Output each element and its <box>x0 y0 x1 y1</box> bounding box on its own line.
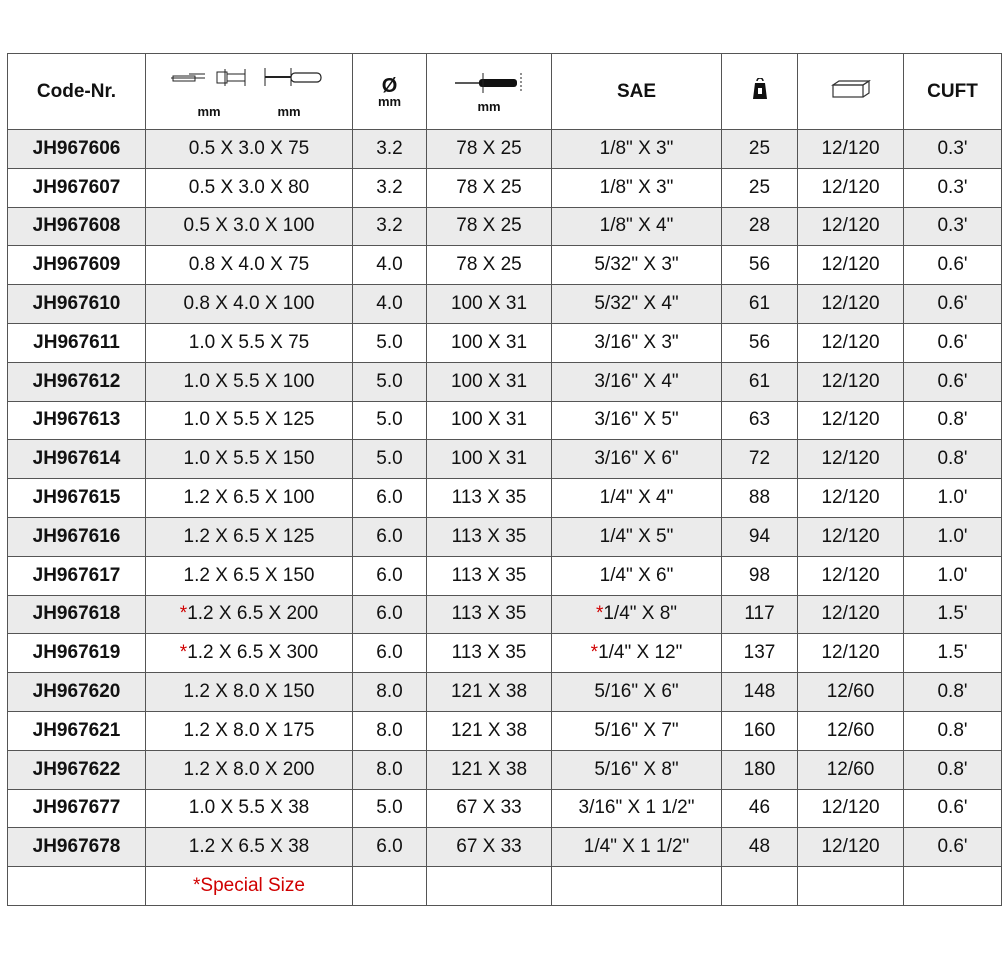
tip-dimensions-cell <box>146 207 353 246</box>
sae-cell <box>552 168 722 207</box>
packing-cell: 12/120 <box>798 246 904 285</box>
header-cuft: CUFT <box>904 54 1002 130</box>
diameter-cell: 6.0 <box>353 634 427 673</box>
handle-cell: 100 X 31 <box>427 401 552 440</box>
tip-dimensions-cell-value: 1.0 X 5.5 X 125 <box>183 409 315 431</box>
tip-dimensions-cell <box>146 750 353 789</box>
packing-cell: 12/60 <box>798 711 904 750</box>
packing-cell: 12/120 <box>798 168 904 207</box>
handle-cell: 78 X 25 <box>427 207 552 246</box>
tip-dimensions-cell-value: 1.2 X 6.5 X 200 <box>187 603 319 625</box>
tip-dimensions-cell <box>146 401 353 440</box>
handle-cell: 121 X 38 <box>427 750 552 789</box>
weight-cell: 160 <box>722 711 798 750</box>
carton-box-icon <box>831 79 871 99</box>
code-cell: JH967620 <box>8 673 146 712</box>
handle-cell: 78 X 25 <box>427 246 552 285</box>
weight-cell: 25 <box>722 130 798 169</box>
weight-cell: 117 <box>722 595 798 634</box>
cuft-cell: 1.0' <box>904 517 1002 556</box>
sae-cell-value: 3/16" X 3" <box>594 331 679 353</box>
tip-dimensions-cell-value: 1.2 X 8.0 X 175 <box>183 719 315 741</box>
cuft-cell: 0.8' <box>904 401 1002 440</box>
tip-dimensions-cell <box>146 517 353 556</box>
table-row <box>8 789 1002 828</box>
weight-cell: 61 <box>722 362 798 401</box>
diameter-cell: 5.0 <box>353 789 427 828</box>
diameter-cell: 3.2 <box>353 207 427 246</box>
handle-cell: 67 X 33 <box>427 789 552 828</box>
table-row <box>8 401 1002 440</box>
table-row <box>8 673 1002 712</box>
tip-dimensions-cell-value: 1.2 X 6.5 X 125 <box>183 525 315 547</box>
handle-cell: 113 X 35 <box>427 479 552 518</box>
tip-dimensions-cell-value: 1.2 X 6.5 X 100 <box>183 487 315 509</box>
tip-dimensions-cell <box>146 285 353 324</box>
weight-cell: 180 <box>722 750 798 789</box>
sae-cell <box>552 789 722 828</box>
sae-cell-value: 1/4" X 5" <box>599 525 674 547</box>
table-row <box>8 130 1002 169</box>
tip-dimensions-cell-value: 1.2 X 6.5 X 38 <box>188 836 310 858</box>
code-cell: JH967610 <box>8 285 146 324</box>
packing-cell: 12/120 <box>798 285 904 324</box>
handle-cell: 121 X 38 <box>427 711 552 750</box>
special-size-marker: * <box>595 603 604 625</box>
sae-cell <box>552 673 722 712</box>
weight-cell: 56 <box>722 246 798 285</box>
weight-cell: 98 <box>722 556 798 595</box>
weight-cell: 46 <box>722 789 798 828</box>
tip-dimensions-cell <box>146 130 353 169</box>
handle-cell: 67 X 33 <box>427 828 552 867</box>
tip-dimensions-cell-value: 1.2 X 6.5 X 300 <box>187 642 319 664</box>
diameter-cell: 8.0 <box>353 673 427 712</box>
packing-cell: 12/120 <box>798 401 904 440</box>
tip-dimensions-cell <box>146 828 353 867</box>
sae-cell-value: 1/4" X 6" <box>599 564 674 586</box>
diameter-cell: 6.0 <box>353 517 427 556</box>
header-packing <box>798 54 904 130</box>
handle-cell: 100 X 31 <box>427 362 552 401</box>
cuft-cell: 0.8' <box>904 711 1002 750</box>
tip-dimensions-cell-value: 1.2 X 8.0 X 200 <box>183 758 315 780</box>
handle-unit: mm <box>477 98 501 114</box>
cuft-cell: 0.8' <box>904 750 1002 789</box>
code-cell: JH967618 <box>8 595 146 634</box>
code-cell: JH967616 <box>8 517 146 556</box>
weight-cell: 61 <box>722 285 798 324</box>
tip-dimensions-cell <box>146 362 353 401</box>
handle-cell: 78 X 25 <box>427 168 552 207</box>
sae-cell <box>552 362 722 401</box>
sae-cell <box>552 595 722 634</box>
tip-dimensions-cell-value: 1.0 X 5.5 X 38 <box>188 797 310 819</box>
diameter-cell: 5.0 <box>353 401 427 440</box>
diameter-cell: 5.0 <box>353 323 427 362</box>
tip-dimensions-cell <box>146 711 353 750</box>
tip-dimensions-cell-value: 1.2 X 6.5 X 150 <box>183 564 315 586</box>
diameter-cell: 3.2 <box>353 168 427 207</box>
cuft-cell: 0.3' <box>904 207 1002 246</box>
table-row <box>8 207 1002 246</box>
table-row <box>8 285 1002 324</box>
table-row <box>8 362 1002 401</box>
header-tip-dimensions <box>146 54 353 130</box>
sae-cell <box>552 440 722 479</box>
packing-cell: 12/120 <box>798 828 904 867</box>
code-cell: JH967609 <box>8 246 146 285</box>
sae-cell <box>552 750 722 789</box>
special-size-marker: * <box>179 642 188 664</box>
packing-cell: 12/120 <box>798 789 904 828</box>
code-cell: JH967608 <box>8 207 146 246</box>
cuft-cell: 0.6' <box>904 285 1002 324</box>
code-cell: JH967613 <box>8 401 146 440</box>
tip-dimensions-cell-value: 1.0 X 5.5 X 150 <box>183 448 315 470</box>
cuft-cell: 0.6' <box>904 362 1002 401</box>
sae-cell <box>552 634 722 673</box>
table-row <box>8 634 1002 673</box>
packing-cell: 12/60 <box>798 750 904 789</box>
handle-cell: 121 X 38 <box>427 673 552 712</box>
weight-cell: 88 <box>722 479 798 518</box>
header-diameter <box>353 54 427 130</box>
diameter-cell: 5.0 <box>353 362 427 401</box>
diameter-cell: 5.0 <box>353 440 427 479</box>
table-row <box>8 828 1002 867</box>
tip-unit-right: mm <box>277 103 301 119</box>
packing-cell: 12/120 <box>798 440 904 479</box>
tip-dimensions-cell-value: 0.8 X 4.0 X 75 <box>188 254 310 276</box>
tip-dimensions-cell <box>146 479 353 518</box>
table-row <box>8 556 1002 595</box>
product-spec-table <box>7 53 1002 906</box>
screwdriver-tip-dimensions-icon <box>169 66 329 100</box>
cuft-cell: 0.3' <box>904 130 1002 169</box>
sae-cell <box>552 479 722 518</box>
header-weight <box>722 54 798 130</box>
packing-cell: 12/120 <box>798 634 904 673</box>
weight-cell: 94 <box>722 517 798 556</box>
tip-dimensions-cell-value: 0.5 X 3.0 X 80 <box>188 176 310 198</box>
screwdriver-handle-icon <box>453 71 525 95</box>
sae-cell <box>552 246 722 285</box>
table-row <box>8 479 1002 518</box>
code-cell: JH967606 <box>8 130 146 169</box>
code-cell: JH967621 <box>8 711 146 750</box>
tip-dimensions-cell-value: 1.2 X 8.0 X 150 <box>183 681 315 703</box>
packing-cell: 12/120 <box>798 517 904 556</box>
tip-dimensions-cell <box>146 556 353 595</box>
tip-dimensions-cell <box>146 168 353 207</box>
tip-dimensions-cell-value: 0.8 X 4.0 X 100 <box>183 293 315 315</box>
diameter-cell: 6.0 <box>353 595 427 634</box>
sae-cell-value: 3/16" X 5" <box>594 409 679 431</box>
special-size-note: *Special Size <box>146 867 353 906</box>
packing-cell: 12/120 <box>798 130 904 169</box>
sae-cell-value: 5/32" X 4" <box>594 293 679 315</box>
cuft-cell: 0.6' <box>904 828 1002 867</box>
weight-icon <box>752 78 768 100</box>
tip-dimensions-cell-value: 1.0 X 5.5 X 75 <box>188 331 310 353</box>
tip-dimensions-cell <box>146 323 353 362</box>
weight-cell: 25 <box>722 168 798 207</box>
special-size-marker: * <box>179 603 188 625</box>
packing-cell: 12/120 <box>798 479 904 518</box>
sae-cell-value: 1/8" X 4" <box>599 215 674 237</box>
handle-cell: 100 X 31 <box>427 323 552 362</box>
packing-cell: 12/120 <box>798 362 904 401</box>
handle-cell: 78 X 25 <box>427 130 552 169</box>
code-cell: JH967612 <box>8 362 146 401</box>
table-row <box>8 595 1002 634</box>
diameter-cell: 3.2 <box>353 130 427 169</box>
sae-cell <box>552 828 722 867</box>
sae-cell <box>552 517 722 556</box>
packing-cell: 12/60 <box>798 673 904 712</box>
diameter-cell: 6.0 <box>353 556 427 595</box>
sae-cell <box>552 130 722 169</box>
tip-dimensions-cell <box>146 673 353 712</box>
tip-unit-left: mm <box>197 103 221 119</box>
weight-cell: 72 <box>722 440 798 479</box>
code-cell: JH967622 <box>8 750 146 789</box>
sae-cell-value: 1/4" X 8" <box>603 603 678 625</box>
footnote-row <box>8 867 1002 906</box>
weight-cell: 56 <box>722 323 798 362</box>
code-cell: JH967615 <box>8 479 146 518</box>
weight-cell: 148 <box>722 673 798 712</box>
code-cell: JH967611 <box>8 323 146 362</box>
code-cell: JH967677 <box>8 789 146 828</box>
code-cell: JH967607 <box>8 168 146 207</box>
packing-cell: 12/120 <box>798 556 904 595</box>
cuft-cell: 0.8' <box>904 440 1002 479</box>
code-cell: JH967619 <box>8 634 146 673</box>
weight-cell: 48 <box>722 828 798 867</box>
sae-cell-value: 1/4" X 4" <box>599 487 674 509</box>
weight-cell: 137 <box>722 634 798 673</box>
cuft-cell: 1.5' <box>904 595 1002 634</box>
sae-cell <box>552 711 722 750</box>
sae-cell-value: 3/16" X 1 1/2" <box>578 797 695 819</box>
special-size-marker: * <box>590 642 599 664</box>
sae-cell <box>552 556 722 595</box>
sae-cell-value: 3/16" X 4" <box>594 370 679 392</box>
sae-cell <box>552 207 722 246</box>
table-row <box>8 168 1002 207</box>
diameter-unit: mm <box>377 93 402 109</box>
cuft-cell: 1.5' <box>904 634 1002 673</box>
diameter-cell: 6.0 <box>353 828 427 867</box>
code-cell: JH967678 <box>8 828 146 867</box>
table-row <box>8 440 1002 479</box>
cuft-cell: 1.0' <box>904 479 1002 518</box>
sae-cell-value: 1/4" X 12" <box>598 642 683 664</box>
handle-cell: 113 X 35 <box>427 517 552 556</box>
tip-dimensions-cell <box>146 789 353 828</box>
sae-cell-value: 5/16" X 8" <box>594 758 679 780</box>
packing-cell: 12/120 <box>798 323 904 362</box>
diameter-cell: 8.0 <box>353 711 427 750</box>
table-row <box>8 517 1002 556</box>
diameter-cell: 6.0 <box>353 479 427 518</box>
handle-cell: 113 X 35 <box>427 595 552 634</box>
table-body <box>8 130 1002 867</box>
cuft-cell: 0.6' <box>904 323 1002 362</box>
cuft-cell: 0.6' <box>904 789 1002 828</box>
sae-cell-value: 1/8" X 3" <box>599 137 674 159</box>
tip-dimensions-cell <box>146 246 353 285</box>
header-sae: SAE <box>552 54 722 130</box>
tip-dimensions-cell-value: 1.0 X 5.5 X 100 <box>183 370 315 392</box>
weight-cell: 28 <box>722 207 798 246</box>
sae-cell-value: 5/16" X 7" <box>594 719 679 741</box>
cuft-cell: 0.3' <box>904 168 1002 207</box>
diameter-symbol: Ø <box>381 74 398 97</box>
header-handle <box>427 54 552 130</box>
handle-cell: 100 X 31 <box>427 285 552 324</box>
sae-cell-value: 1/8" X 3" <box>599 176 674 198</box>
tip-dimensions-cell-value: 0.5 X 3.0 X 100 <box>183 215 315 237</box>
cuft-cell: 0.8' <box>904 673 1002 712</box>
tip-dimensions-cell-value: 0.5 X 3.0 X 75 <box>188 137 310 159</box>
sae-cell-value: 1/4" X 1 1/2" <box>583 836 690 858</box>
sae-cell-value: 5/32" X 3" <box>594 254 679 276</box>
code-cell: JH967614 <box>8 440 146 479</box>
header-code: Code-Nr. <box>8 54 146 130</box>
handle-cell: 113 X 35 <box>427 634 552 673</box>
tip-dimensions-cell <box>146 634 353 673</box>
cuft-cell: 0.6' <box>904 246 1002 285</box>
code-cell: JH967617 <box>8 556 146 595</box>
table-row <box>8 246 1002 285</box>
packing-cell: 12/120 <box>798 595 904 634</box>
table-row <box>8 323 1002 362</box>
header-row <box>8 54 1002 130</box>
handle-cell: 113 X 35 <box>427 556 552 595</box>
diameter-cell: 8.0 <box>353 750 427 789</box>
sae-cell-value: 3/16" X 6" <box>594 448 679 470</box>
handle-cell: 100 X 31 <box>427 440 552 479</box>
table-row <box>8 750 1002 789</box>
weight-cell: 63 <box>722 401 798 440</box>
sae-cell <box>552 323 722 362</box>
diameter-cell: 4.0 <box>353 246 427 285</box>
table-row <box>8 711 1002 750</box>
cuft-cell: 1.0' <box>904 556 1002 595</box>
sae-cell <box>552 401 722 440</box>
packing-cell: 12/120 <box>798 207 904 246</box>
tip-dimensions-cell <box>146 595 353 634</box>
sae-cell-value: 5/16" X 6" <box>594 681 679 703</box>
tip-dimensions-cell <box>146 440 353 479</box>
diameter-cell: 4.0 <box>353 285 427 324</box>
sae-cell <box>552 285 722 324</box>
